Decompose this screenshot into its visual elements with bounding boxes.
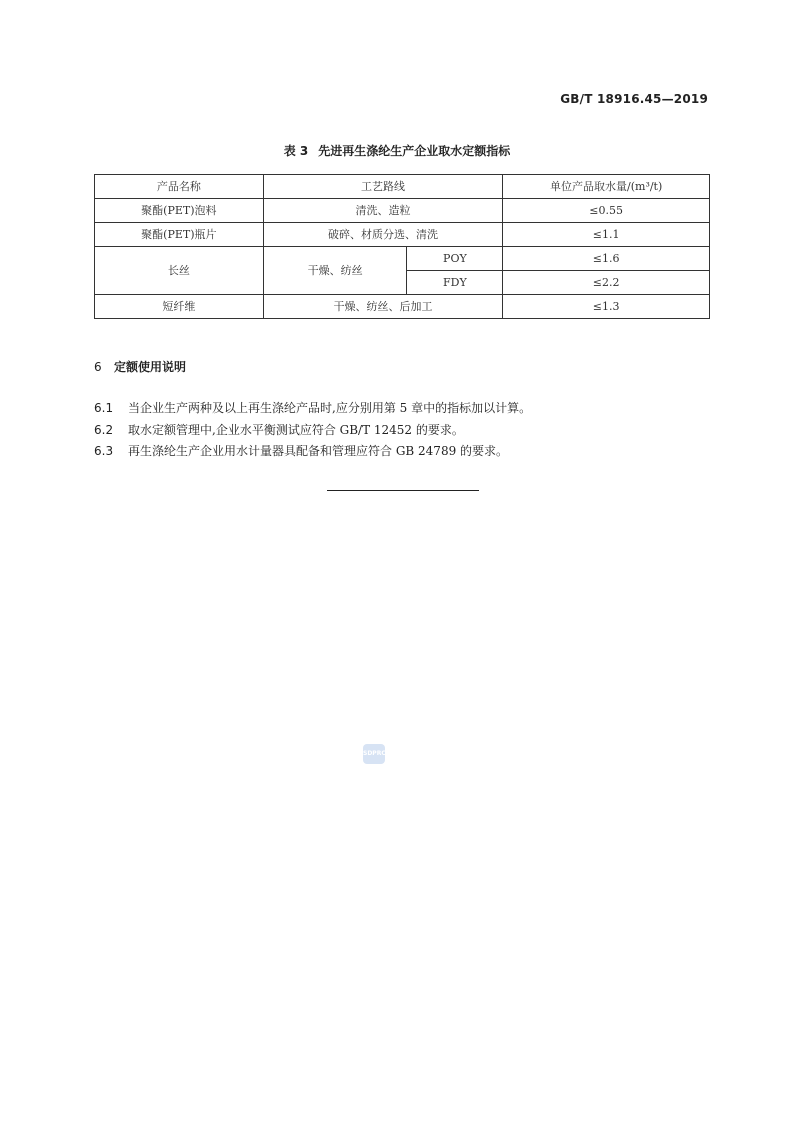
cell-value: ≤1.6 <box>503 247 710 271</box>
clause-number: 6.1 <box>94 401 114 415</box>
header-product: 产品名称 <box>95 175 264 199</box>
cell-value: ≤0.55 <box>503 199 710 223</box>
clause-text: 取水定额管理中,企业水平衡测试应符合 GB/T 12452 的要求。 <box>128 423 464 437</box>
cell-subtype: POY <box>407 247 503 271</box>
table-label: 表 3 <box>283 144 309 158</box>
clause-number: 6.3 <box>94 444 114 458</box>
cell-process: 清洗、造粒 <box>263 199 503 223</box>
section-number: 6 <box>94 360 102 374</box>
clause-6-2 <box>94 420 464 440</box>
cell-product: 聚酯(PET)泡料 <box>95 199 264 223</box>
cell-product: 聚酯(PET)瓶片 <box>95 223 264 247</box>
cell-value: ≤1.1 <box>503 223 710 247</box>
table-row <box>95 295 710 319</box>
table-row <box>95 247 710 271</box>
clause-number: 6.2 <box>94 423 114 437</box>
header-unit-intake: 单位产品取水量/(m³/t) <box>503 175 710 199</box>
header-process: 工艺路线 <box>263 175 503 199</box>
section-heading <box>94 358 186 375</box>
cell-process: 破碎、材质分选、清洗 <box>263 223 503 247</box>
watermark-logo: SDPRC <box>363 744 385 764</box>
water-quota-table <box>94 174 710 319</box>
cell-product: 长丝 <box>95 247 264 295</box>
table-header-row <box>95 175 710 199</box>
cell-value: ≤1.3 <box>503 295 710 319</box>
end-of-document-rule <box>327 490 479 491</box>
table-row <box>95 223 710 247</box>
cell-product: 短纤维 <box>95 295 264 319</box>
table-title: 先进再生涤纶生产企业取水定额指标 <box>318 144 511 158</box>
table-caption <box>0 142 794 159</box>
standard-number: GB/T 18916.45—2019 <box>560 92 708 106</box>
cell-value: ≤2.2 <box>503 271 710 295</box>
table-row <box>95 199 710 223</box>
clause-text: 再生涤纶生产企业用水计量器具配备和管理应符合 GB 24789 的要求。 <box>128 444 509 458</box>
clause-6-3 <box>94 441 508 461</box>
cell-process: 干燥、纺丝 <box>263 247 407 295</box>
clause-6-1 <box>94 398 531 418</box>
cell-process: 干燥、纺丝、后加工 <box>263 295 503 319</box>
section-title: 定额使用说明 <box>114 360 187 374</box>
clause-text: 当企业生产两种及以上再生涤纶产品时,应分别用第 5 章中的指标加以计算。 <box>128 401 532 415</box>
cell-subtype: FDY <box>407 271 503 295</box>
